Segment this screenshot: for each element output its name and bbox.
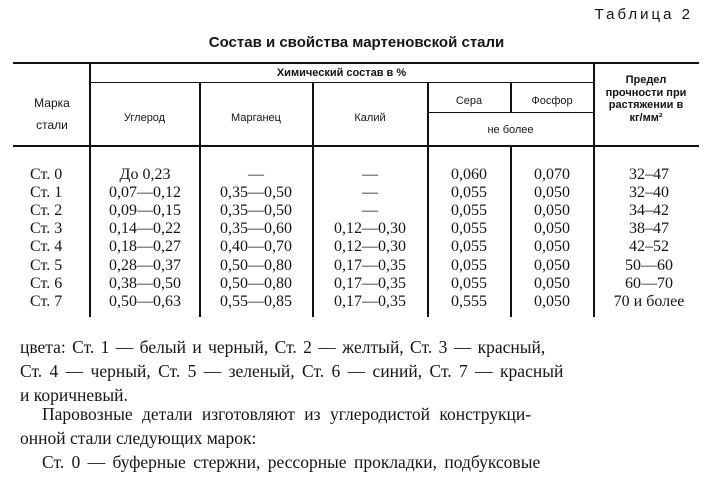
cell-silicon: 0,12—0,30 <box>334 238 406 256</box>
text-line: и коричневый. <box>20 385 128 405</box>
cell-grade: Ст. 4 <box>30 238 63 256</box>
cell-manganese: 0,55—0,85 <box>220 292 292 310</box>
cell-phosphorus: 0,050 <box>534 256 570 274</box>
text-line: цвета: Ст. 1 — белый и черный, Ст. 2 — желтый, Ст. 3 — красный, <box>20 337 546 357</box>
cell-manganese: 0,40—0,70 <box>220 238 292 256</box>
header-silicon: Калий <box>354 112 386 124</box>
cell-manganese: 0,35—0,60 <box>220 220 292 238</box>
cell-sulfur: 0,055 <box>451 238 487 256</box>
cell-sulfur: 0,555 <box>451 292 487 310</box>
cell-phosphorus: 0,050 <box>534 292 570 310</box>
paragraph-st0 <box>20 450 700 474</box>
cell-carbon: 0,28—0,37 <box>109 256 181 274</box>
cell-silicon: — <box>362 202 378 220</box>
cell-manganese: 0,35—0,50 <box>220 202 292 220</box>
paragraph-locomotive <box>20 402 700 450</box>
cell-phosphorus: 0,070 <box>534 166 570 183</box>
header-carbon: Углерод <box>123 112 166 124</box>
cell-sulfur: 0,055 <box>451 256 487 274</box>
cell-strength: 32–40 <box>629 184 669 202</box>
cell-phosphorus: 0,050 <box>534 184 570 202</box>
header-manganese: Марганец <box>231 112 281 124</box>
table-number: Таблица 2 <box>594 6 693 23</box>
cell-strength: 70 и более <box>613 292 685 310</box>
paragraph-colors <box>20 335 700 407</box>
cell-phosphorus: 0,050 <box>534 220 570 238</box>
text-line: Ст. 4 — черный, Ст. 5 — зеленый, Ст. 6 — синий, Ст. 7 — красный <box>20 361 564 381</box>
header-bottom-rule <box>13 145 699 147</box>
cell-silicon: — <box>362 166 378 183</box>
text-line: онной стали следующих марок: <box>20 428 257 448</box>
table-top-rule <box>13 62 699 64</box>
cell-silicon: 0,12—0,30 <box>334 220 406 238</box>
cell-strength: 50—60 <box>625 256 673 274</box>
cell-strength: 38–47 <box>629 220 669 238</box>
cell-strength: 32–47 <box>629 166 669 183</box>
header-sulfur: Сера <box>455 95 483 107</box>
header-strength: Предел прочности при растяжении в кг/мм² <box>605 74 687 124</box>
cell-silicon: 0,17—0,35 <box>334 274 406 292</box>
cell-carbon: 0,18—0,27 <box>109 238 181 256</box>
cell-sulfur: 0,055 <box>451 202 487 220</box>
cell-carbon: 0,07—0,12 <box>109 184 181 202</box>
cell-grade: Ст. 1 <box>30 184 63 202</box>
header-phosphorus: Фосфор <box>531 95 573 107</box>
cell-manganese: 0,35—0,50 <box>220 184 292 202</box>
header-chemical: Химический состав в % <box>276 67 407 79</box>
cell-sulfur: 0,055 <box>451 274 487 292</box>
sulfur-phosphorus-rule <box>428 112 593 113</box>
cell-strength: 42–52 <box>629 238 669 256</box>
cell-strength: 60—70 <box>625 274 673 292</box>
cell-manganese: 0,50—0,80 <box>220 274 292 292</box>
cell-grade: Ст. 7 <box>30 292 63 310</box>
cell-silicon: — <box>362 184 378 202</box>
cell-sulfur: 0,055 <box>451 220 487 238</box>
cell-silicon: 0,17—0,35 <box>334 256 406 274</box>
cell-carbon: 0,38—0,50 <box>109 274 181 292</box>
cell-grade: Ст. 0 <box>30 166 63 183</box>
header-grade: Марка стали <box>34 96 70 132</box>
cell-carbon: 0,50—0,63 <box>109 292 181 310</box>
cell-carbon: 0,09—0,15 <box>109 202 181 220</box>
cell-phosphorus: 0,050 <box>534 238 570 256</box>
cell-manganese: — <box>248 166 264 183</box>
chemical-header-rule <box>90 82 593 83</box>
cell-grade: Ст. 2 <box>30 202 63 220</box>
cell-sulfur: 0,055 <box>451 184 487 202</box>
cell-grade: Ст. 6 <box>30 274 63 292</box>
cell-silicon: 0,17—0,35 <box>334 292 406 310</box>
cell-carbon: До 0,23 <box>119 166 171 183</box>
cell-grade: Ст. 3 <box>30 220 63 238</box>
text-line: Ст. 0 — буферные стержни, рессорные прокладки, подбуксовые <box>42 452 541 472</box>
cell-grade: Ст. 5 <box>30 256 63 274</box>
cell-carbon: 0,14—0,22 <box>109 220 181 238</box>
cell-phosphorus: 0,050 <box>534 274 570 292</box>
cell-sulfur: 0,060 <box>451 166 487 183</box>
cell-phosphorus: 0,050 <box>534 202 570 220</box>
table-title: Состав и свойства мартеновской стали <box>208 34 505 51</box>
cell-manganese: 0,50—0,80 <box>220 256 292 274</box>
header-not-more: не более <box>487 124 534 136</box>
cell-strength: 34–42 <box>629 202 669 220</box>
text-line: Паровозные детали изготовляют из углеродистой конструкци- <box>42 404 532 424</box>
